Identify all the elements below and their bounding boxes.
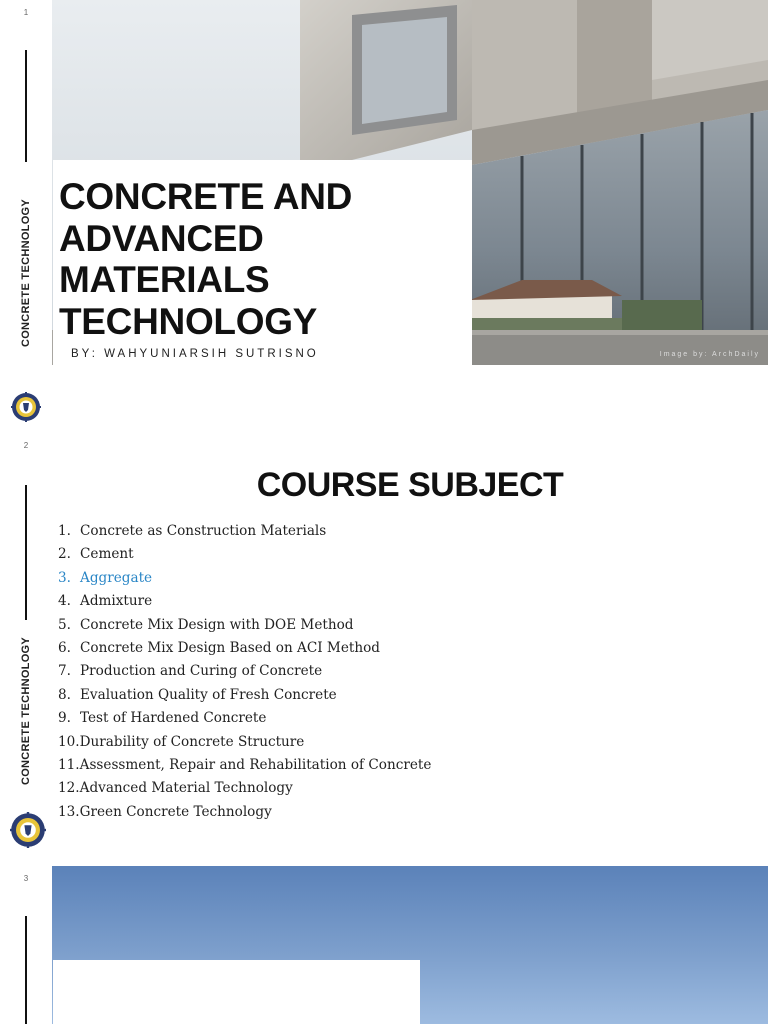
university-logo-icon (10, 812, 46, 848)
list-item: 4. Admixture (58, 593, 153, 610)
sidebar-divider (25, 916, 27, 1024)
list-item: 11.Assessment, Repair and Rehabilitation of Concrete (58, 757, 432, 774)
course-subject-list (58, 520, 431, 824)
list-item: 6. Concrete Mix Design Based on ACI Method (58, 640, 380, 657)
list-item: 7. Production and Curing of Concrete (58, 663, 323, 680)
title-line: MATERIALS (59, 259, 270, 300)
university-logo-icon (11, 392, 41, 422)
list-item: 8. Evaluation Quality of Fresh Concrete (58, 686, 337, 703)
sidebar-divider (25, 485, 27, 620)
presentation-title (59, 176, 352, 342)
list-item: 12.Advanced Material Technology (58, 780, 293, 797)
slide-number-3: 3 (23, 874, 29, 883)
title-line: TECHNOLOGY (59, 300, 318, 342)
slide-number-2: 2 (23, 441, 29, 450)
list-item: 1. Concrete as Construction Materials (58, 523, 327, 539)
author-byline: BY: WAHYUNIARSIH SUTRISNO (71, 348, 319, 360)
course-subject-heading: COURSE SUBJECT (256, 466, 564, 504)
list-item: 2. Cement (58, 546, 134, 563)
list-item: 5. Concrete Mix Design with DOE Method (58, 616, 354, 633)
image-credit: Image by: ArchDaily (659, 351, 760, 358)
title-panel (53, 960, 420, 1024)
sidebar-course-label: CONCRETE TECHNOLOGY (20, 636, 32, 786)
sidebar-course-label: CONCRETE TECHNOLOGY (20, 198, 32, 348)
slide-number-1: 1 (23, 8, 29, 17)
list-item: 9. Test of Hardened Concrete (58, 710, 267, 727)
title-line: CONCRETE AND (59, 176, 353, 217)
list-item-aggregate-link[interactable]: 3. Aggregate (58, 569, 153, 586)
list-item: 10.Durability of Concrete Structure (58, 733, 305, 750)
title-line: ADVANCED (59, 217, 264, 259)
list-item: 13.Green Concrete Technology (58, 803, 272, 820)
sidebar-divider (25, 50, 27, 162)
